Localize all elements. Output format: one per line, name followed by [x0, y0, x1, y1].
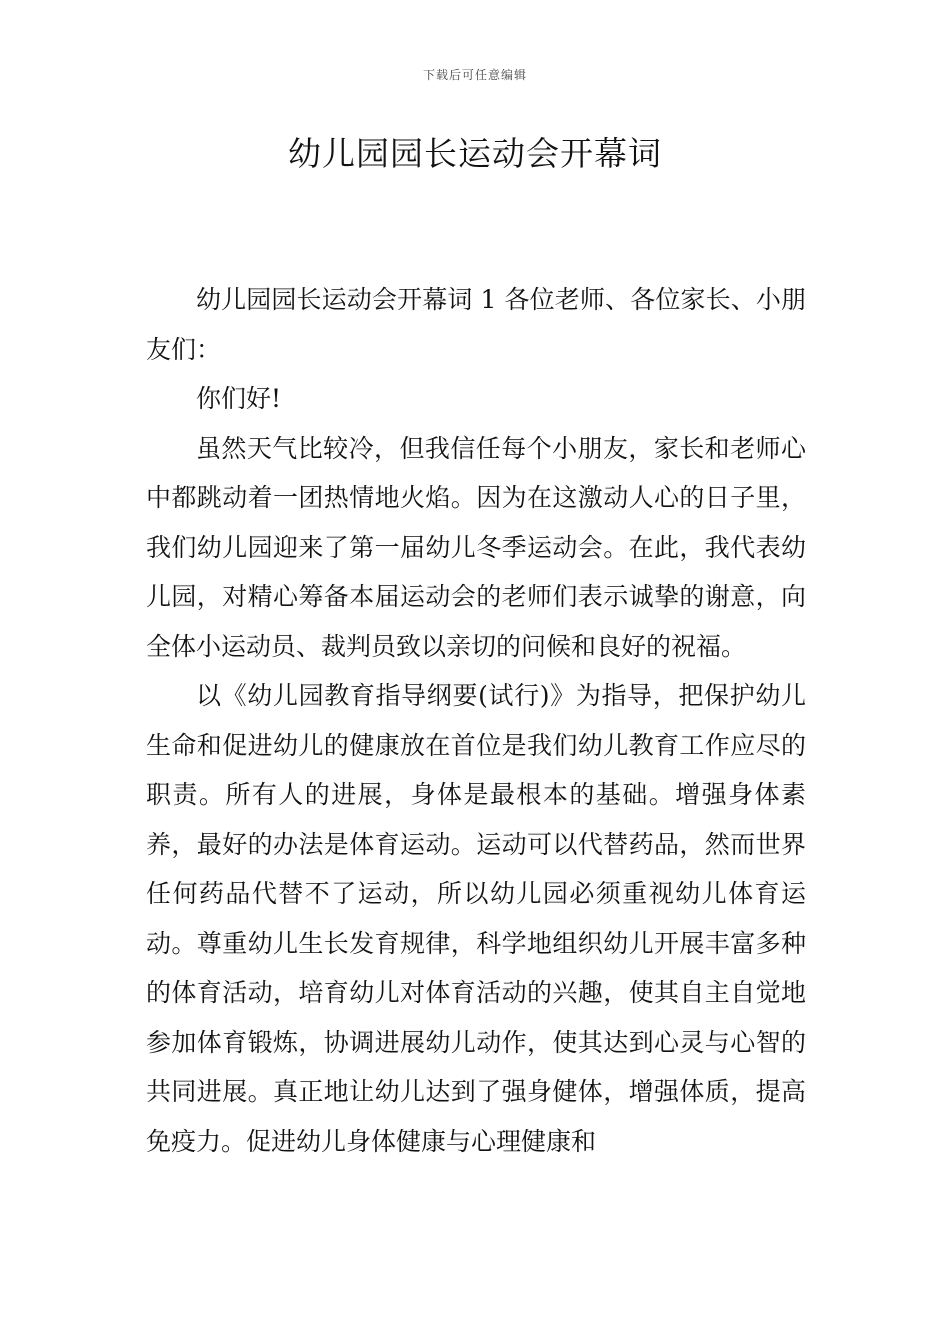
paragraph-guidance: 以《幼儿园教育指导纲要(试行)》为指导，把保护幼儿生命和促进幼儿的健康放在首位是我们幼儿教育工作应尽的职责。所有人的进展，身体是最根本的基础。增强身体素养，最好的办法是体育运动。运动可以代替药品，然而世界任何药品代替不了运动，所以幼儿园必须重视幼儿体育运动。尊重幼儿生长发育规律，科学地组织幼儿开展丰富多种的体育活动，培育幼儿对体育活动的兴趣，使其自主自觉地参加体育锻炼，协调进展幼儿动作，使其达到心灵与心智的共同进展。真正地让幼儿达到了强身健体，增强体质，提高免疫力。促进幼儿身体健康与心理健康和 [146, 681, 806, 1156]
paragraph-hello: 你们好! [196, 384, 282, 413]
document-body [146, 275, 806, 1166]
paragraph-greeting: 幼儿园园长运动会开幕词 1 各位老师、各位家长、小朋友们： [146, 285, 806, 364]
header-note: 下载后可任意编辑 [422, 68, 527, 82]
document-title: 幼儿园园长运动会开幕词 [288, 134, 662, 173]
paragraph-welcome: 虽然天气比较冷，但我信任每个小朋友，家长和老师心中都跳动着一团热情地火焰。因为在这激动人心的日子里，我们幼儿园迎来了第一届幼儿冬季运动会。在此，我代表幼儿园，对精心筹备本届运动会的老师们表示诚挚的谢意，向全体小运动员、裁判员致以亲切的问候和良好的祝福。 [146, 433, 806, 661]
